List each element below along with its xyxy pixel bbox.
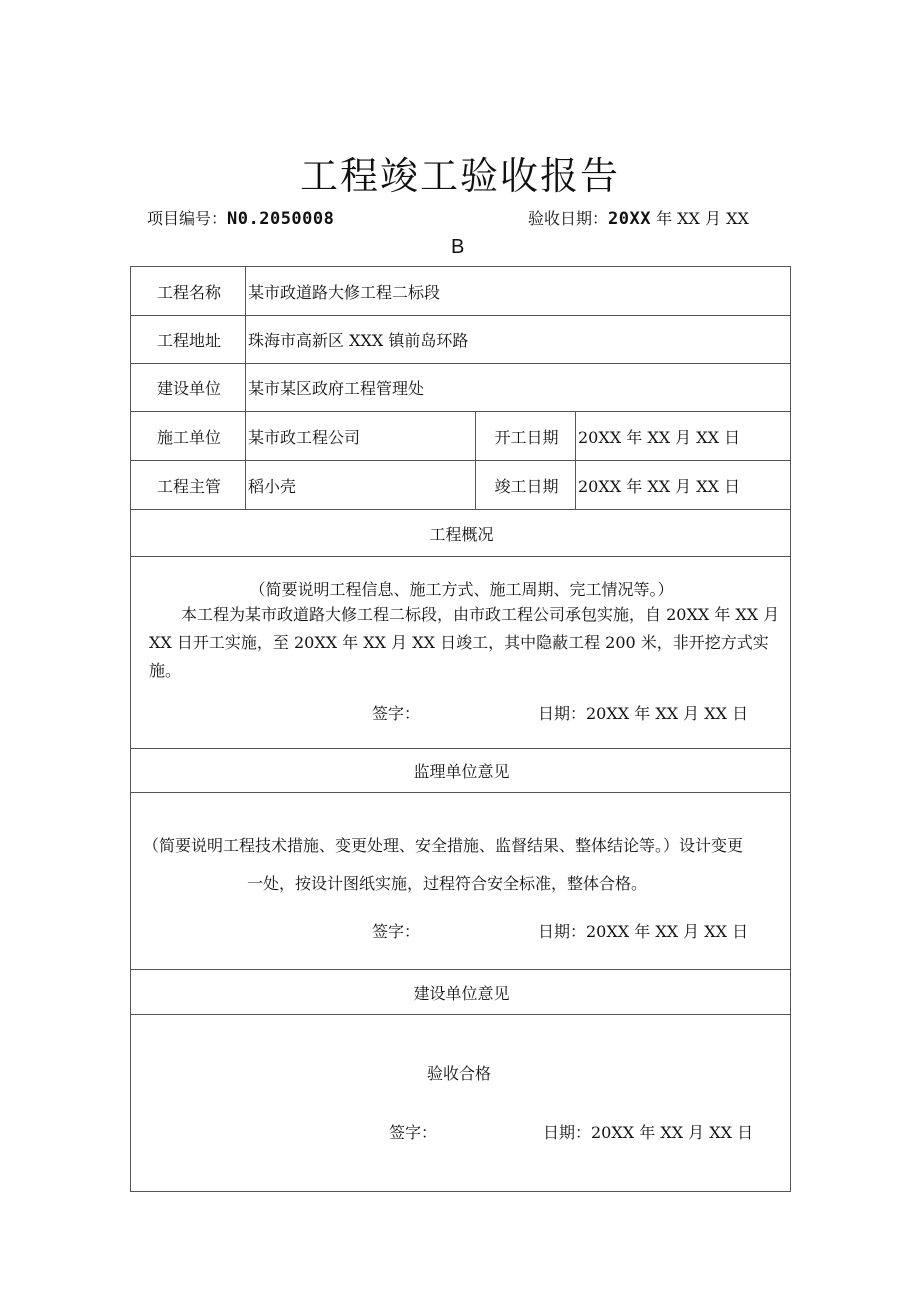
end-date-label: 竣工日期 bbox=[476, 461, 576, 510]
row-project-name bbox=[131, 267, 791, 316]
acceptance-date-label: 验收日期： bbox=[528, 209, 609, 228]
row-supervision-heading bbox=[131, 749, 791, 793]
supervision-heading: 监理单位意见 bbox=[131, 749, 791, 793]
project-number-label: 项目编号： bbox=[147, 209, 228, 228]
start-date-value: 20XX 年 XX 月 XX 日 bbox=[576, 412, 791, 461]
contractor-value: 某市政工程公司 bbox=[246, 412, 476, 461]
row-contractor bbox=[131, 412, 791, 461]
project-address-value: 珠海市高新区 XXX 镇前岛环路 bbox=[246, 316, 791, 364]
owner-opinion-heading: 建设单位意见 bbox=[131, 970, 791, 1015]
owner-opinion-text: 验收合格 bbox=[427, 1064, 492, 1083]
overview-note: （简要说明工程信息、施工方式、施工周期、完工情况等。） bbox=[249, 580, 674, 599]
page-title: 工程竣工验收报告 bbox=[299, 154, 620, 198]
row-owner-opinion-body bbox=[131, 1015, 791, 1192]
end-date-value: 20XX 年 XX 月 XX 日 bbox=[576, 461, 791, 510]
project-number bbox=[147, 206, 334, 229]
overview-date: 日期：20XX 年 XX 月 XX 日 bbox=[538, 704, 749, 723]
supervision-body bbox=[131, 793, 791, 970]
row-supervision-body bbox=[131, 793, 791, 970]
manager-label: 工程主管 bbox=[131, 461, 246, 510]
project-address-label: 工程地址 bbox=[131, 316, 246, 364]
overview-sign-label: 签字： bbox=[372, 704, 421, 723]
row-owner bbox=[131, 364, 791, 412]
contractor-label: 施工单位 bbox=[131, 412, 246, 461]
supervision-date: 日期：20XX 年 XX 月 XX 日 bbox=[538, 922, 749, 941]
row-overview-body bbox=[131, 557, 791, 749]
overview-heading: 工程概况 bbox=[131, 510, 791, 557]
supervision-text-line1: （简要说明工程技术措施、变更处理、安全措施、监督结果、整体结论等。）设计变更 bbox=[143, 836, 744, 855]
acceptance-date bbox=[528, 206, 749, 229]
owner-opinion-sign-label: 签字： bbox=[389, 1123, 438, 1142]
acceptance-date-rest: 年 XX 月 XX bbox=[656, 209, 749, 228]
acceptance-form bbox=[130, 266, 791, 1192]
row-overview-heading bbox=[131, 510, 791, 557]
supervision-text-line2: 一处，按设计图纸实施，过程符合安全标准，整体合格。 bbox=[247, 874, 648, 893]
start-date-label: 开工日期 bbox=[476, 412, 576, 461]
owner-label: 建设单位 bbox=[131, 364, 246, 412]
overview-text: 本工程为某市政道路大修工程二标段，由市政工程公司承包实施，自 20XX 年 XX 月 XX 日开工实施，至 20XX 年 XX 月 XX 日竣工，其中隐蔽工程 200 米，非开挖方式实施。 bbox=[149, 605, 780, 680]
acceptance-date-trailing: B bbox=[451, 236, 465, 258]
manager-value: 稻小壳 bbox=[246, 461, 476, 510]
row-manager bbox=[131, 461, 791, 510]
row-project-address bbox=[131, 316, 791, 364]
owner-opinion-date: 日期：20XX 年 XX 月 XX 日 bbox=[543, 1123, 754, 1142]
project-name-value: 某市政道路大修工程二标段 bbox=[246, 267, 791, 316]
overview-body bbox=[131, 557, 791, 749]
owner-opinion-body bbox=[131, 1015, 791, 1192]
owner-value: 某市某区政府工程管理处 bbox=[246, 364, 791, 412]
project-name-label: 工程名称 bbox=[131, 267, 246, 316]
acceptance-date-year: 20XX bbox=[608, 209, 651, 229]
supervision-sign-label: 签字： bbox=[372, 922, 421, 941]
row-owner-opinion-heading bbox=[131, 970, 791, 1015]
project-number-value: N0.2050008 bbox=[227, 209, 335, 229]
